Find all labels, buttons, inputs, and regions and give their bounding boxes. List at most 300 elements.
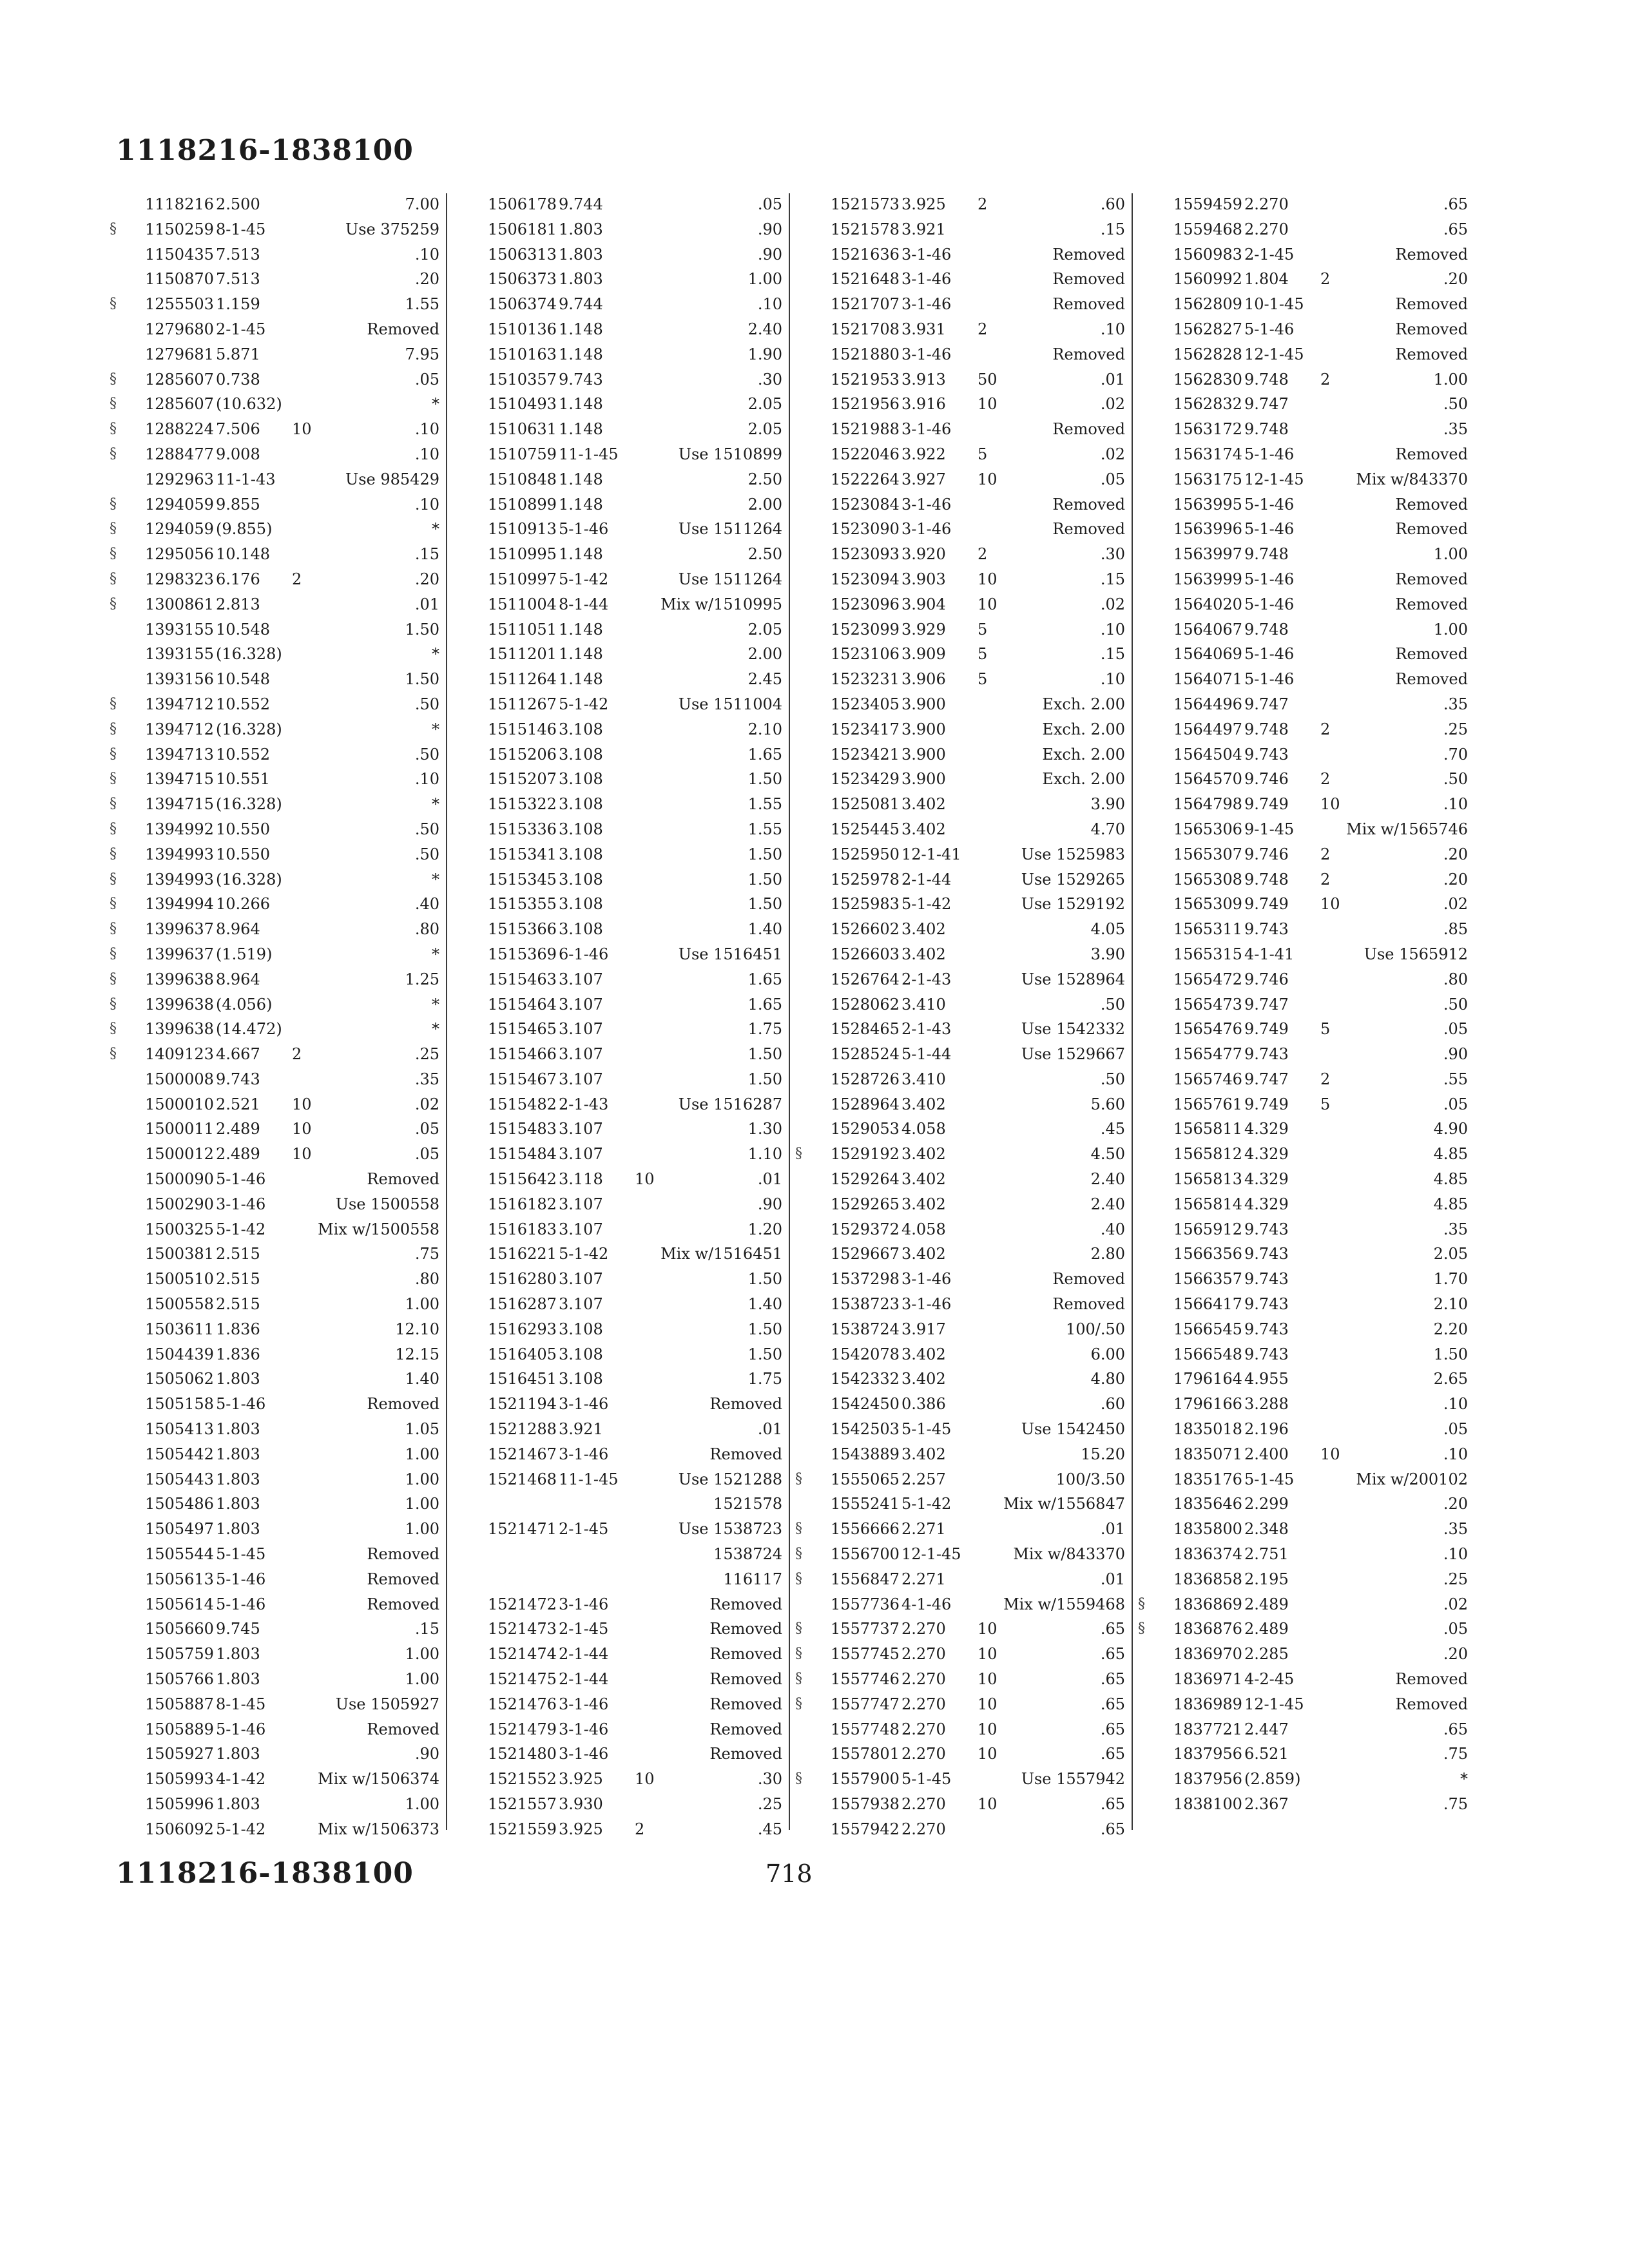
price-note: .01 — [1100, 370, 1125, 389]
price-note: .01 — [1100, 1520, 1125, 1539]
price-note: .65 — [1100, 1720, 1125, 1738]
section-mark: § — [110, 521, 117, 537]
price-note: Use 1525983 — [1021, 845, 1125, 863]
part-number: 1565308 — [1173, 870, 1242, 889]
part-number: 1393155 — [145, 620, 214, 639]
part-number: 1516221 — [488, 1245, 557, 1264]
list-item — [452, 1717, 782, 1742]
part-value: 9.743 — [1244, 920, 1289, 939]
list-item — [795, 1142, 1125, 1167]
parts-column-3 — [795, 192, 1125, 1842]
list-item — [795, 1642, 1125, 1667]
list-item — [110, 517, 439, 542]
price-note: Use 1542332 — [1021, 1020, 1125, 1039]
part-value: 5-1-42 — [216, 1820, 266, 1838]
part-value: 5-1-45 — [901, 1770, 952, 1789]
list-item — [1138, 1767, 1468, 1792]
section-mark: § — [110, 771, 117, 787]
part-number: 1515467 — [488, 1070, 557, 1088]
price-note: .35 — [1443, 1520, 1468, 1539]
part-value: 6-1-46 — [559, 945, 609, 963]
part-number: 1521475 — [488, 1670, 557, 1689]
part-number: 1279681 — [145, 345, 214, 363]
part-value: 3.900 — [901, 745, 946, 764]
part-number: 1542332 — [831, 1370, 900, 1389]
list-item — [1138, 192, 1468, 217]
part-number: 1521467 — [488, 1445, 557, 1463]
part-number: 1565473 — [1173, 995, 1242, 1014]
part-number: 1510357 — [488, 370, 557, 389]
price-note: 1.40 — [405, 1370, 439, 1389]
price-note: 1.00 — [405, 1295, 439, 1314]
section-mark: § — [110, 695, 117, 712]
list-item — [110, 1192, 439, 1217]
list-item — [452, 1667, 782, 1692]
price-note: Removed — [1052, 270, 1125, 289]
list-item — [452, 1167, 782, 1192]
price-note: 1.30 — [747, 1120, 782, 1139]
part-number: 1516293 — [488, 1320, 557, 1338]
part-value: 9-1-45 — [1244, 820, 1295, 838]
part-value: 9.743 — [1244, 1220, 1289, 1238]
price-note: * — [1460, 1770, 1468, 1789]
part-number: 1526603 — [831, 945, 900, 963]
section-mark: § — [795, 1470, 802, 1487]
part-value: 1.148 — [559, 470, 603, 488]
price-note: 4.70 — [1090, 820, 1125, 838]
price-note: .50 — [414, 745, 439, 764]
price-note: 100/.50 — [1065, 1320, 1125, 1338]
section-mark: § — [110, 845, 117, 862]
price-note: .15 — [1100, 570, 1125, 588]
part-number: 1500510 — [145, 1270, 214, 1289]
part-value: 1.148 — [559, 670, 603, 689]
price-note: .10 — [1100, 670, 1125, 689]
price-note: 2.50 — [747, 470, 782, 488]
part-number: 1515206 — [488, 745, 557, 764]
part-number: 1511267 — [488, 695, 557, 713]
part-number: 1559468 — [1173, 220, 1242, 238]
part-value: 3-1-46 — [901, 270, 952, 289]
price-note: .10 — [414, 495, 439, 514]
part-value: 3.402 — [901, 1370, 946, 1389]
list-item — [452, 1267, 782, 1292]
part-number: 1510163 — [488, 345, 557, 363]
list-item — [452, 1792, 782, 1817]
price-note: Removed — [709, 1595, 782, 1613]
part-value: 8-1-44 — [559, 595, 609, 613]
list-item — [795, 742, 1125, 767]
price-note: .20 — [1443, 845, 1468, 863]
price-note: .01 — [1100, 1570, 1125, 1588]
part-number: 1565307 — [1173, 845, 1242, 863]
part-value: 10.550 — [216, 845, 270, 863]
list-item — [452, 1442, 782, 1467]
part-number: 1505927 — [145, 1745, 214, 1763]
part-value: 3.402 — [901, 1245, 946, 1264]
part-number: 1838100 — [1173, 1795, 1242, 1813]
section-mark: § — [110, 495, 117, 512]
column-divider — [446, 193, 447, 1830]
part-number: 1564570 — [1173, 770, 1242, 789]
list-item — [452, 1042, 782, 1067]
list-item — [110, 1742, 439, 1767]
part-number: 1500090 — [145, 1170, 214, 1189]
part-number: 1510631 — [488, 420, 557, 439]
part-number: 1515464 — [488, 995, 557, 1014]
price-note: 2.05 — [747, 420, 782, 439]
list-item — [110, 1342, 439, 1367]
part-value: 9.746 — [1244, 970, 1289, 988]
price-note: Removed — [1395, 570, 1468, 588]
quantity: 10 — [978, 1745, 998, 1763]
quantity: 10 — [978, 1695, 998, 1713]
part-value: 11-1-45 — [559, 1470, 619, 1488]
part-number: 1515341 — [488, 845, 557, 863]
price-note: 1.00 — [405, 1795, 439, 1813]
part-number: 1528726 — [831, 1070, 900, 1088]
part-number: 1560992 — [1173, 270, 1242, 289]
price-note: .45 — [1100, 1120, 1125, 1139]
price-note: Removed — [1052, 245, 1125, 264]
price-note: .25 — [757, 1795, 782, 1813]
part-number: 1523417 — [831, 720, 900, 738]
price-note: .75 — [414, 1245, 439, 1264]
part-value: 12-1-41 — [901, 845, 961, 863]
part-number: 1557747 — [831, 1695, 900, 1713]
price-note: Removed — [1052, 1270, 1125, 1289]
part-value: 3.107 — [559, 1045, 603, 1064]
part-value: 4-1-42 — [216, 1770, 266, 1789]
part-value: 2.400 — [1244, 1445, 1289, 1463]
list-item — [110, 1017, 439, 1042]
list-item — [795, 792, 1125, 817]
list-item — [795, 1292, 1125, 1317]
part-value: 3.107 — [559, 1220, 603, 1238]
price-note: 7.95 — [405, 345, 439, 363]
list-item — [795, 692, 1125, 717]
price-note: 2.40 — [747, 320, 782, 338]
price-note: .45 — [757, 1820, 782, 1838]
price-note: 1.70 — [1433, 1270, 1468, 1289]
part-value: 5-1-45 — [1244, 1470, 1295, 1488]
part-value: 3.921 — [559, 1420, 603, 1439]
price-note: .60 — [1100, 195, 1125, 213]
part-value: 3.903 — [901, 570, 946, 588]
part-value: 2.299 — [1244, 1495, 1289, 1514]
part-number: 1515207 — [488, 770, 557, 789]
part-number: 1515146 — [488, 720, 557, 738]
price-note: .90 — [757, 220, 782, 238]
part-number: 1516405 — [488, 1345, 557, 1363]
list-item — [795, 292, 1125, 317]
list-item — [1138, 1042, 1468, 1067]
quantity: 50 — [978, 370, 998, 389]
part-number: 1537298 — [831, 1270, 900, 1289]
list-item — [110, 842, 439, 867]
price-note: .75 — [1443, 1795, 1468, 1813]
part-number: 1557746 — [831, 1670, 900, 1689]
list-item — [452, 442, 782, 467]
part-number: 1399638 — [145, 970, 214, 988]
price-note: Removed — [1395, 595, 1468, 613]
part-value: 2.489 — [1244, 1595, 1289, 1613]
price-note: .50 — [1443, 770, 1468, 789]
price-note: .10 — [1100, 320, 1125, 338]
part-number: 1564798 — [1173, 795, 1242, 814]
price-note: Mix w/843370 — [1356, 470, 1468, 488]
price-note: Removed — [709, 1695, 782, 1713]
part-number: 1538724 — [831, 1320, 900, 1338]
part-value: 3-1-46 — [559, 1695, 609, 1713]
part-number: 1565761 — [1173, 1095, 1242, 1113]
part-value: 5-1-46 — [1244, 495, 1295, 514]
list-item — [452, 417, 782, 442]
list-item — [1138, 592, 1468, 617]
price-note: Removed — [709, 1745, 782, 1763]
section-mark: § — [110, 570, 117, 587]
part-number: 1837721 — [1173, 1720, 1242, 1738]
list-item — [110, 242, 439, 267]
list-item — [110, 1092, 439, 1117]
list-item — [795, 192, 1125, 217]
list-item — [1138, 617, 1468, 642]
list-item — [452, 392, 782, 417]
part-number: 1529667 — [831, 1245, 900, 1264]
part-value: 2.270 — [901, 1795, 946, 1813]
list-item — [110, 1717, 439, 1742]
price-note: Use 1529192 — [1021, 895, 1125, 914]
list-item — [1138, 1542, 1468, 1567]
price-note: 2.00 — [747, 645, 782, 664]
price-note: .20 — [1443, 270, 1468, 289]
price-note: Removed — [367, 1570, 439, 1588]
part-number: 1835800 — [1173, 1520, 1242, 1539]
price-note: .01 — [414, 595, 439, 613]
part-value: 9.748 — [1244, 420, 1289, 439]
list-item — [795, 1392, 1125, 1417]
part-value: 3-1-46 — [559, 1395, 609, 1414]
part-value: (14.472) — [216, 1020, 282, 1039]
list-item — [452, 892, 782, 917]
part-value: 3.909 — [901, 645, 946, 664]
price-note: Use 1511264 — [678, 570, 782, 588]
list-item — [1138, 917, 1468, 942]
part-value: 2-1-43 — [559, 1095, 609, 1113]
list-item — [1138, 1367, 1468, 1392]
section-mark: § — [110, 820, 117, 837]
list-item — [452, 1092, 782, 1117]
price-note: .02 — [1100, 395, 1125, 414]
part-number: 1565315 — [1173, 945, 1242, 963]
part-number: 1506374 — [488, 295, 557, 314]
part-number: 1557801 — [831, 1745, 900, 1763]
part-value: 2.521 — [216, 1095, 260, 1113]
price-note: Use 1557942 — [1021, 1770, 1125, 1789]
list-item — [795, 442, 1125, 467]
price-note: 1.50 — [747, 1345, 782, 1363]
price-note: Removed — [1395, 1695, 1468, 1713]
part-number: 1521468 — [488, 1470, 557, 1488]
part-value: 9.008 — [216, 445, 260, 463]
part-number: 1510913 — [488, 520, 557, 539]
price-note: .05 — [1100, 470, 1125, 488]
part-number: 1566357 — [1173, 1270, 1242, 1289]
part-value: 8-1-45 — [216, 220, 266, 238]
price-note: 1.00 — [747, 270, 782, 289]
part-number: 1564067 — [1173, 620, 1242, 639]
price-note: Removed — [709, 1620, 782, 1639]
section-mark: § — [795, 1695, 802, 1712]
part-value: 3.108 — [559, 845, 603, 863]
part-number: 1835646 — [1173, 1495, 1242, 1514]
part-number: 1150435 — [145, 245, 214, 264]
part-number: 1564496 — [1173, 695, 1242, 713]
list-item — [110, 1367, 439, 1392]
part-number: 1565813 — [1173, 1170, 1242, 1189]
price-note: 1.75 — [747, 1370, 782, 1389]
section-mark: § — [110, 995, 117, 1012]
price-note: 116117 — [723, 1570, 782, 1588]
part-value: 9.744 — [559, 295, 603, 314]
list-item — [110, 342, 439, 367]
list-item — [110, 217, 439, 242]
part-number: 1505759 — [145, 1645, 214, 1664]
price-note: Removed — [367, 1595, 439, 1613]
part-number: 1515369 — [488, 945, 557, 963]
price-note: 12.15 — [395, 1345, 439, 1363]
page-range-footer: 1118216-1838100 — [116, 1857, 414, 1890]
part-value: 2.271 — [901, 1520, 946, 1539]
list-item — [795, 242, 1125, 267]
list-item — [452, 1067, 782, 1092]
quantity: 10 — [292, 1120, 312, 1139]
list-item — [1138, 967, 1468, 992]
part-value: 5-1-46 — [1244, 645, 1295, 664]
part-number: 1521578 — [831, 220, 900, 238]
part-value: 2-1-45 — [216, 320, 266, 338]
list-item — [110, 292, 439, 317]
list-item — [1138, 692, 1468, 717]
price-note: .02 — [1443, 1595, 1468, 1613]
list-item — [795, 1067, 1125, 1092]
list-item — [110, 1217, 439, 1242]
part-number: 1525983 — [831, 895, 900, 914]
list-item — [110, 1142, 439, 1167]
price-note: Removed — [709, 1670, 782, 1689]
part-number: 1521480 — [488, 1745, 557, 1763]
list-item — [795, 1017, 1125, 1042]
list-item — [452, 742, 782, 767]
list-item — [452, 1367, 782, 1392]
part-number: 1523106 — [831, 645, 900, 664]
page-number: 718 — [766, 1860, 813, 1888]
list-item — [110, 392, 439, 417]
list-item — [795, 1492, 1125, 1517]
part-number: 1500558 — [145, 1295, 214, 1314]
list-item — [795, 217, 1125, 242]
price-note: 2.65 — [1433, 1370, 1468, 1389]
price-note: 7.00 — [405, 195, 439, 213]
section-mark: § — [110, 595, 117, 612]
part-value: 3-1-46 — [901, 520, 952, 539]
part-number: 1538723 — [831, 1295, 900, 1314]
list-item — [452, 1217, 782, 1242]
part-value: 3.107 — [559, 995, 603, 1014]
price-note: 4.85 — [1433, 1170, 1468, 1189]
part-number: 1523084 — [831, 495, 900, 514]
part-value: 10.552 — [216, 695, 270, 713]
list-item — [452, 717, 782, 742]
list-item — [452, 292, 782, 317]
list-item — [795, 1192, 1125, 1217]
part-value: 3.402 — [901, 1195, 946, 1213]
part-number: 1562830 — [1173, 370, 1242, 389]
part-value: 9.747 — [1244, 995, 1289, 1014]
part-value: 3.922 — [901, 445, 946, 463]
part-value: 3.108 — [559, 1370, 603, 1389]
part-value: 8.964 — [216, 970, 260, 988]
price-note: .80 — [414, 1270, 439, 1289]
part-value: 5.871 — [216, 345, 260, 363]
part-number: 1298323 — [145, 570, 214, 588]
part-number: 1565814 — [1173, 1195, 1242, 1213]
price-note: .10 — [414, 245, 439, 264]
list-item — [110, 1667, 439, 1692]
part-value: 4.329 — [1244, 1145, 1289, 1164]
part-value: 3-1-46 — [901, 420, 952, 439]
price-note: .85 — [1443, 920, 1468, 939]
price-note: .25 — [1443, 720, 1468, 738]
price-note: 1.55 — [747, 820, 782, 838]
price-note: .65 — [1443, 195, 1468, 213]
price-note: Exch. 2.00 — [1042, 745, 1125, 764]
part-number: 1560983 — [1173, 245, 1242, 264]
price-note: 1.05 — [405, 1420, 439, 1439]
part-value: 4.058 — [901, 1120, 946, 1139]
price-note: .10 — [1443, 1395, 1468, 1414]
list-item — [1138, 1717, 1468, 1742]
part-number: 1564069 — [1173, 645, 1242, 664]
list-item — [1138, 742, 1468, 767]
part-number: 1562827 — [1173, 320, 1242, 338]
part-value: 9.743 — [1244, 1320, 1289, 1338]
part-value: 9.748 — [1244, 620, 1289, 639]
price-note: Use 1529667 — [1021, 1045, 1125, 1064]
section-mark: § — [110, 720, 117, 737]
list-item — [452, 667, 782, 692]
part-value: 10.548 — [216, 620, 270, 639]
part-number: 1516182 — [488, 1195, 557, 1213]
part-value: 2.489 — [216, 1145, 260, 1164]
price-note: 100/3.50 — [1055, 1470, 1125, 1488]
part-number: 1566356 — [1173, 1245, 1242, 1264]
list-item — [795, 967, 1125, 992]
part-value: 2.196 — [1244, 1420, 1289, 1439]
section-mark: § — [110, 921, 117, 937]
price-note: Use 375259 — [345, 220, 439, 238]
part-number: 1523421 — [831, 745, 900, 764]
part-number: 1542503 — [831, 1420, 900, 1439]
list-item — [452, 967, 782, 992]
part-number: 1300861 — [145, 595, 214, 613]
list-item — [452, 1192, 782, 1217]
part-value: 7.506 — [216, 420, 260, 439]
part-value: 1.803 — [216, 1645, 260, 1664]
price-note: .10 — [414, 420, 439, 439]
part-number: 1399637 — [145, 945, 214, 963]
part-number: 1510759 — [488, 445, 557, 463]
